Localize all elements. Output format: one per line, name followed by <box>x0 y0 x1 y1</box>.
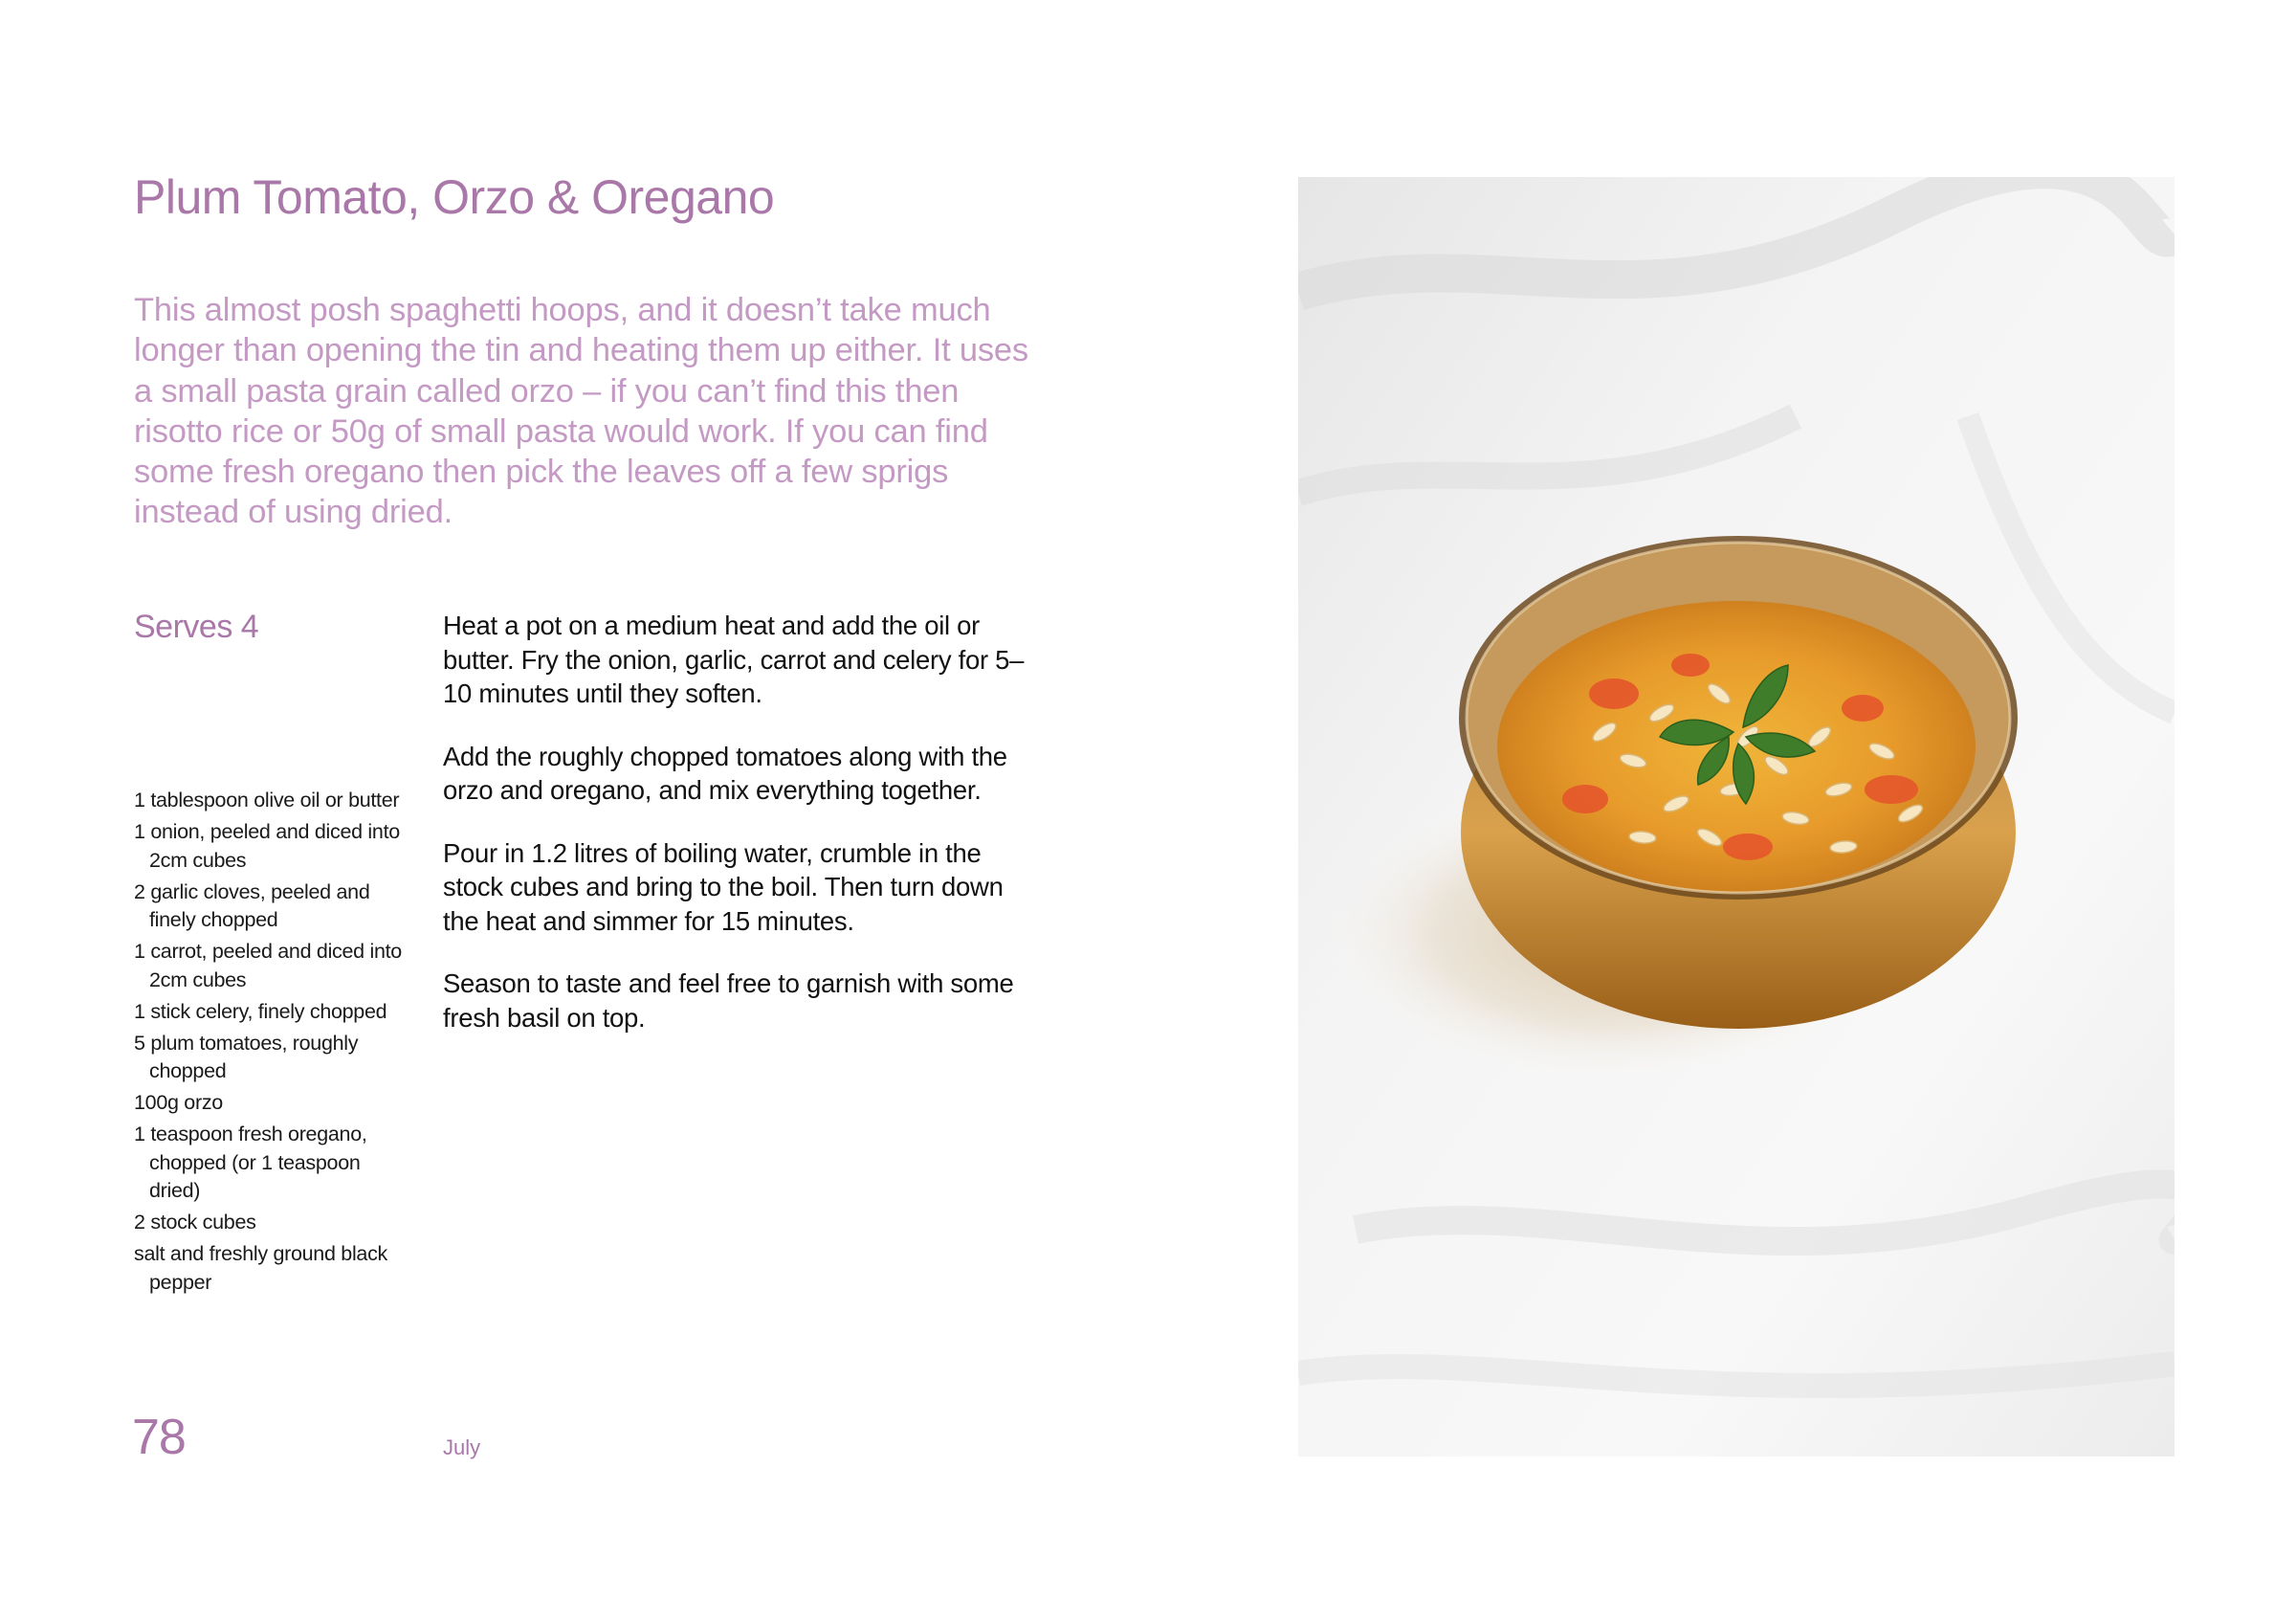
method-step: Add the roughly chopped tomatoes along with the orzo and oregano, and mix everything together. <box>443 741 1007 805</box>
ingredient-item: 1 onion, peeled and diced into 2cm cubes <box>134 820 400 872</box>
ingredient-item: 2 garlic cloves, peeled and finely chopped <box>134 879 370 931</box>
recipe-title: Plum Tomato, Orzo & Oregano <box>134 170 775 224</box>
ingredient-item: 1 stick celery, finely chopped <box>134 999 387 1023</box>
page-number: 78 <box>132 1410 186 1465</box>
month-label: July <box>443 1435 481 1459</box>
method-steps <box>443 609 1027 1063</box>
ingredient-item: 1 carrot, peeled and diced into 2cm cubes <box>134 940 402 991</box>
ingredient-item: salt and freshly ground black pepper <box>134 1242 387 1294</box>
method-step: Season to taste and feel free to garnish with some fresh basil on top. <box>443 968 1014 1033</box>
ingredient-item: 100g orzo <box>134 1091 223 1114</box>
recipe-intro: This almost posh spaghetti hoops, and it doesn’t take much longer than opening the tin and heating them up either. It uses a small pasta grain called orzo – if you can’t find this then risotto rice or 50g of small pasta would work. If you can find some fresh oregano then pick the leaves off a few sprigs instead of using dried. <box>134 292 1028 531</box>
method-step: Pour in 1.2 litres of boiling water, crumble in the stock cubes and bring to the boil. Then turn down the heat and simmer for 15 minutes. <box>443 837 1004 936</box>
ingredient-item: 2 stock cubes <box>134 1211 256 1234</box>
ingredients-list <box>134 787 411 1301</box>
serves-label: Serves 4 <box>134 609 259 645</box>
ingredient-item: 1 tablespoon olive oil or butter <box>134 789 400 812</box>
ingredient-item: 5 plum tomatoes, roughly chopped <box>134 1031 359 1082</box>
ingredient-item: 1 teaspoon fresh oregano, chopped (or 1 teaspoon dried) <box>134 1123 367 1202</box>
soup-photo <box>1298 177 2175 1456</box>
soup-bowl-illustration <box>1298 177 2175 1456</box>
method-step: Heat a pot on a medium heat and add the oil or butter. Fry the onion, garlic, carrot and celery for 5–10 minutes until they soften. <box>443 611 1025 708</box>
